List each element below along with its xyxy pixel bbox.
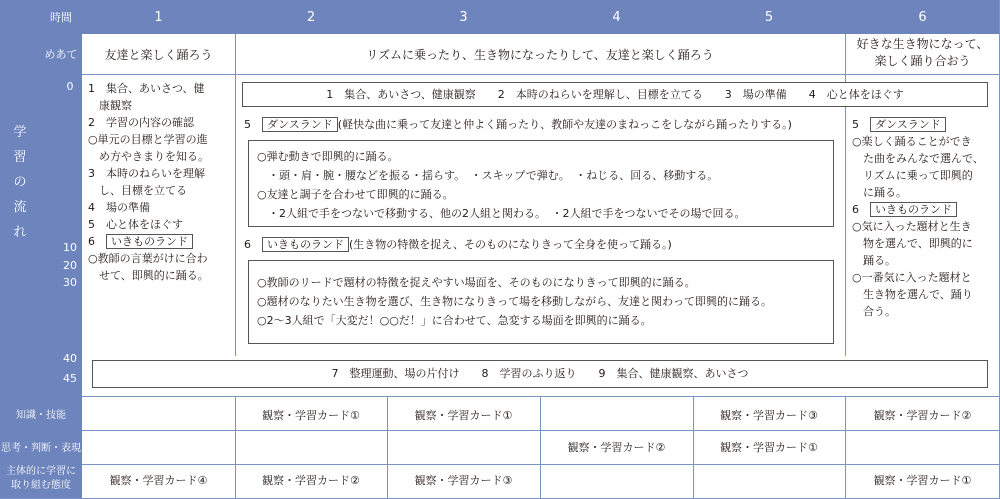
eval-label-attitude [0, 465, 82, 493]
eval-label-knowledge: 知識・技能 [16, 409, 66, 421]
col6-line: に踊る。 [852, 186, 907, 199]
col6-dance-tag: ダンスランド [870, 117, 946, 132]
col6-line: 物を選んで、即興的に [852, 237, 973, 250]
eval-r1-c2: 観察・学習カード① [262, 409, 360, 422]
eval-r2-c4: 観察・学習カード② [567, 441, 666, 454]
side-char: 習 [13, 150, 27, 165]
eval-r3-c6: 観察・学習カード① [873, 474, 972, 487]
eval-label-thinking: 思考・判断・表現 [1, 443, 81, 454]
meate-col1: 友達と楽しく踊ろう [104, 47, 213, 62]
time-45: 45 [63, 372, 77, 385]
ikimono-line: ○題材のなりたい生き物を選び、生き物になりきって場を移動しながら、友達と関わって即興的に踊る。 [257, 295, 773, 308]
time-10: 10 [63, 241, 77, 254]
header-col-2: 2 [306, 9, 316, 25]
side-char: 流 [13, 200, 27, 215]
col6-line: 合う。 [852, 305, 896, 318]
col1-line: 康観察 [88, 99, 132, 112]
meate-col6-line: 好きな生き物になって、 [856, 37, 989, 51]
ikimono-line: ○教師のリードで題材の特徴を捉えやすい場面を、そのものになりきって即興的に踊る。 [257, 276, 696, 289]
header-col-3: 3 [459, 9, 468, 25]
side-label [0, 120, 40, 245]
meate-col6-line: 楽しく踊り合おう [874, 54, 971, 68]
col1-line: し、目標を立てる [88, 184, 187, 197]
col6-line: 踊る。 [852, 254, 896, 267]
col6-line: ○気に入った題材と生き [852, 220, 972, 233]
dance-line: ・2人組で手をつないで移動する、他の2人組と関わる。 ・2人組で手をつないでその場で回る。 [257, 207, 746, 220]
side-char: の [13, 175, 27, 190]
ikimono-detail-box [248, 260, 834, 344]
time-column [40, 74, 82, 396]
col6-line: た曲をみんなで選んで、 [852, 152, 984, 165]
col1-line: 1 集合、あいさつ、健 [88, 82, 205, 95]
col1-line: 5 心と体をほぐす [88, 218, 183, 231]
col6-item5: 5 ダンスランド [852, 116, 998, 133]
col6-item6: 6 いきものランド [852, 201, 998, 218]
col6-line: 生き物を選んで、踊り [852, 288, 973, 301]
ikimono-line: ○2～3人組で「大変だ！○○だ！」に合わせて、急変する場面を即興的に踊る。 [257, 314, 652, 327]
header-col-1: 1 [154, 9, 163, 25]
col6-flow [852, 116, 998, 320]
dance-heading: 5 ダンスランド (軽快な曲に乗って友達と仲よく踊ったり、教師や友達のまねっこをしながら踊ったりする。) [244, 118, 792, 131]
time-20: 20 [63, 259, 77, 272]
dance-detail-box [248, 140, 834, 227]
side-char: 学 [13, 125, 27, 140]
col1-line: 4 場の準備 [88, 201, 150, 214]
col1-ikimono-tag: いきものランド [106, 234, 193, 249]
col1-flow [88, 80, 233, 284]
eval-r2-c5: 観察・学習カード① [720, 441, 818, 454]
col1-line: ○教師の言葉がけに合わ [88, 252, 208, 265]
eval-label-attitude-line: 主体的に学習に [6, 466, 76, 477]
time-0: 0 [66, 80, 74, 93]
ikimono-heading: 6 いきものランド (生き物の特徴を捉え、そのものになりきって全身を使って踊る。) [244, 238, 672, 251]
ikimono-desc: (生き物の特徴を捉え、そのものになりきって全身を使って踊る。) [349, 238, 672, 251]
ikimono-tag: いきものランド [262, 237, 349, 252]
col1-line: 3 本時のねらいを理解 [88, 167, 205, 180]
meate-col6 [845, 36, 1000, 70]
time-40: 40 [63, 352, 77, 365]
meate-col2-5: リズムに乗ったり、生き物になったりして、友達と楽しく踊ろう [366, 47, 714, 62]
eval-r1-c3: 観察・学習カード① [414, 409, 513, 422]
header-jikan: 時間 [50, 11, 72, 24]
eval-r1-c6: 観察・学習カード② [873, 409, 972, 422]
header-col-6: 6 [918, 9, 927, 25]
dance-line: ○弾む動きで即興的に踊る。 [257, 150, 399, 163]
dance-desc: (軽快な曲に乗って友達と仲よく踊ったり、教師や友達のまねっこをしながら踊ったりする。) [337, 118, 792, 131]
dance-line: ○友達と調子を合わせて即興的に踊る。 [257, 188, 454, 201]
col1-line: せて、即興的に踊る。 [88, 269, 209, 282]
top-steps-bar: 1 集合、あいさつ、健康観察 2 本時のねらいを理解し、目標を立てる 3 場の準備 4 心と体をほぐす [242, 82, 988, 107]
eval-r3-c2: 観察・学習カード② [262, 474, 360, 487]
col1-line: ○単元の目標と学習の進 [88, 133, 208, 146]
bottom-steps-bar: 7 整理運動、場の片付け 8 学習のふり返り 9 集合、健康観察、あいさつ [92, 360, 988, 388]
col1-item6: 6 いきものランド [88, 233, 233, 250]
dance-tag: ダンスランド [262, 117, 338, 132]
meate-label: めあて [40, 34, 82, 74]
col6-ikimono-tag: いきものランド [870, 202, 957, 217]
eval-r3-c3: 観察・学習カード③ [414, 474, 513, 487]
col1-line: め方やきまりを知る。 [88, 150, 209, 163]
side-char: れ [13, 225, 27, 240]
eval-r1-c5: 観察・学習カード③ [720, 409, 818, 422]
time-30: 30 [63, 276, 77, 289]
header-col-5: 5 [764, 9, 774, 25]
col6-line: ○楽しく踊ることができ [852, 135, 972, 148]
col6-line: ○一番気に入った題材と [852, 271, 972, 284]
eval-label-attitude-line: 取り組む態度 [11, 480, 71, 491]
dance-line: ・頭・肩・腕・腰などを振る・揺らす。 ・スキップで弾む。 ・ねじる、回る、移動する。 [257, 169, 719, 182]
eval-r3-c1: 観察・学習カード④ [109, 474, 208, 487]
col6-line: リズムに乗って即興的 [852, 169, 973, 182]
col1-line: 2 学習の内容の確認 [88, 116, 194, 129]
header-col-4: 4 [612, 9, 621, 25]
